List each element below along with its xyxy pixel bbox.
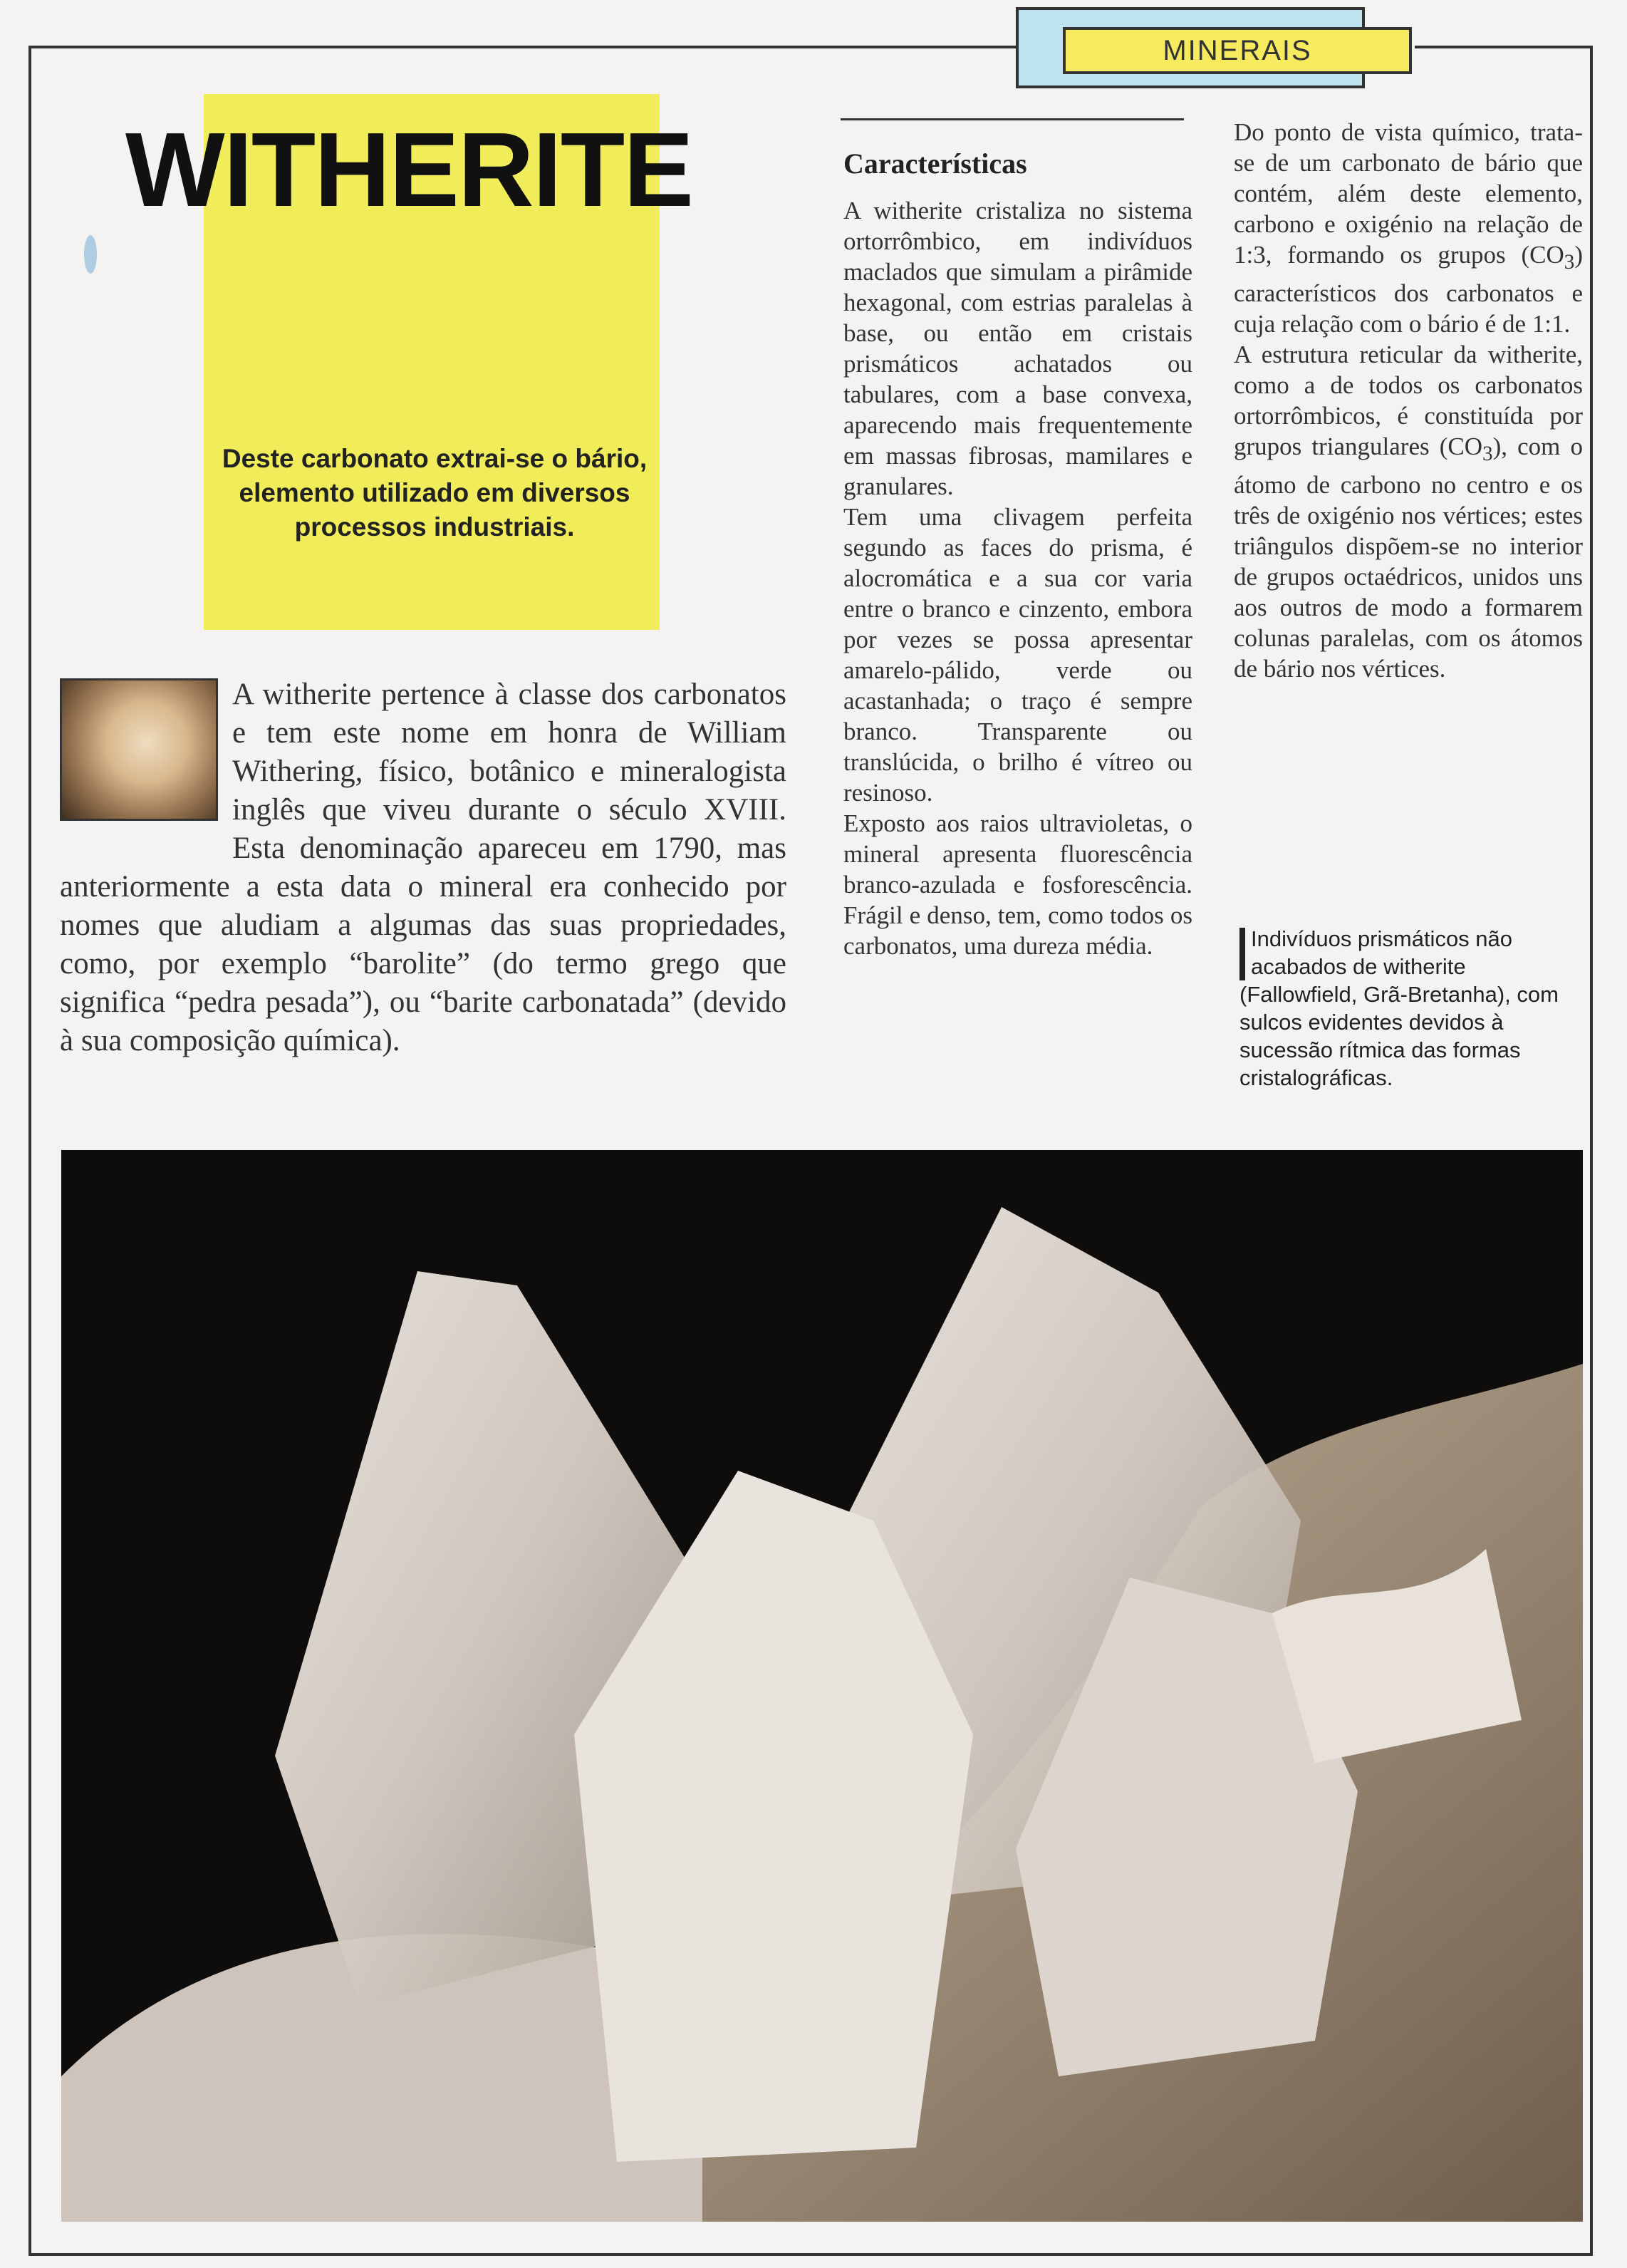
frame-top-border bbox=[30, 46, 1016, 48]
section-tab: MINERAIS bbox=[1063, 27, 1412, 74]
chemistry-column bbox=[1234, 117, 1583, 684]
frame-top-border-right bbox=[1415, 46, 1593, 48]
ink-spot-decoration bbox=[84, 235, 97, 274]
characteristics-paragraph: Exposto aos raios ultravioletas, o mineral apresenta fluorescência branco-azulada e fosforescência. Frágil e denso, tem, como todos os carbonatos, uma dureza média. bbox=[843, 809, 1192, 960]
mineral-photo bbox=[61, 1150, 1583, 2222]
caption-text: Indivíduos prismáticos não acabados de witherite (Fallowfield, Grã-Bretanha), com sulcos evidentes devidos à sucessão rítmica das formas cristalográficas. bbox=[1239, 926, 1559, 1090]
subscript: 3 bbox=[1482, 442, 1493, 465]
chemistry-text: Do ponto de vista químico, trata-se de um carbonato de bário que contém, além deste elemento, carbono e oxigénio na relação de 1:3, formando os grupos (CO bbox=[1234, 118, 1583, 269]
characteristics-heading: Características bbox=[843, 147, 1027, 180]
chemistry-paragraph bbox=[1234, 339, 1583, 684]
page-title: WITHERITE bbox=[125, 111, 692, 229]
characteristics-column bbox=[843, 195, 1192, 961]
characteristics-paragraph: A witherite cristaliza no sistema ortorrômbico, em indivíduos maclados que simulam a pirâmide hexagonal, com estrias paralelas à base, ou então em cristais prismáticos achatados ou tabulares, com a base convexa, aparecendo mais frequentemente em massas fibrosas, mamilares e granulares. bbox=[843, 197, 1192, 500]
column-rule bbox=[841, 118, 1184, 120]
characteristics-paragraph: Tem uma clivagem perfeita segundo as faces do prisma, é alocromática e a sua cor varia entre o branco e cinzento, embora por vezes se possa apresentar amarelo-pálido, verde ou acastanhada; o traço é sempre branco. Transparente ou translúcida, o brilho é vítreo ou resinoso. bbox=[843, 503, 1192, 807]
intro-paragraph bbox=[60, 675, 786, 1060]
subscript: 3 bbox=[1564, 251, 1575, 274]
crystal-illustration bbox=[61, 1150, 1583, 2222]
frame-right-border bbox=[1590, 46, 1593, 2254]
frame-left-border bbox=[28, 46, 31, 2254]
intro-text: A witherite pertence à classe dos carbonatos e tem este nome em honra de William Withering, físico, botânico e mineralogista inglês que viveu durante o século XVIII. Esta denominação apareceu em 1790, mas anteriormente a esta data o mineral era conhecido por nomes que aludiam a algumas das suas propriedades, como, por exemplo “barolite” (do termo grego que significa “pedra pesada”), ou “barite carbonatada” (devido à sua composição química). bbox=[60, 678, 786, 1057]
caption-bar bbox=[1239, 928, 1245, 980]
chemistry-text: ), com o átomo de carbono no centro e os três de oxigénio nos vértices; estes triângulos dispõem-se no interior de grupos octaédricos, unidos uns aos outros de modo a formarem colunas paralelas, com os átomos de bário nos vértices. bbox=[1234, 433, 1583, 683]
photo-caption bbox=[1239, 925, 1574, 1092]
frame-bottom-border bbox=[28, 2253, 1593, 2256]
chemistry-text: ) característicos dos carbonatos e cuja relação com o bário é de 1:1. bbox=[1234, 241, 1583, 338]
chemistry-text: A estrutura reticular da witherite, como a de todos os carbonatos ortorrômbicos, é constituída por grupos triangulares (CO bbox=[1234, 341, 1583, 460]
chemistry-paragraph bbox=[1234, 117, 1583, 339]
lead-text: Deste carbonato extrai-se o bário, elemento utilizado em diversos processos industriais. bbox=[222, 444, 648, 542]
